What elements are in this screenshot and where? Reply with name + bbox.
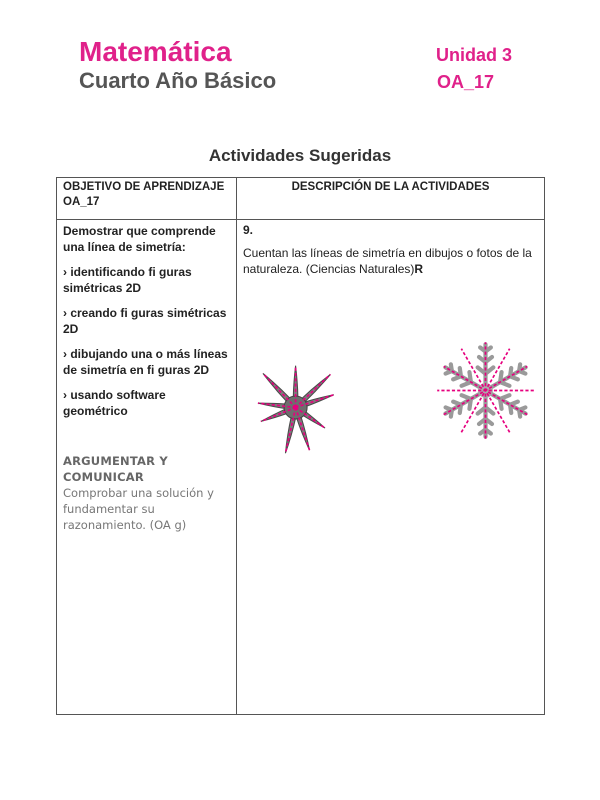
objective-cell [57,220,237,715]
objective-item: › usando software geométrico [63,388,166,418]
oa-skill-text: Comprobar una solución y fundamentar su razonamiento. (OA g) [63,486,214,532]
activity-number: 9. [243,223,254,237]
activity-description: Cuentan las líneas de simetría en dibujos o fotos de la naturaleza. (Ciencias Naturales) [243,246,532,276]
activity-cell [237,220,545,715]
objective-item: › identificando fi guras simétricas 2D [63,265,192,295]
starfish-image [241,350,346,465]
description-header: DESCRIPCIÓN DE LA ACTIVIDADES [237,178,545,220]
objective-item: › creando fi guras simétricas 2D [63,306,227,336]
oa-label: OA_17 [437,72,495,92]
table-header-row [57,178,545,220]
oa-skill-title: ARGUMENTAR Y COMUNICAR [63,454,168,484]
grade-title: Cuarto Año Básico [79,68,277,93]
table-row [57,220,545,715]
snowflake-image [433,338,538,443]
objective-intro: Demostrar que comprende una línea de simetría: [63,224,216,254]
objective-header: OBJETIVO DE APRENDIZAJE OA_17 [57,178,237,220]
section-title: Actividades Sugeridas [208,146,392,165]
subject-title: Matemática [79,36,232,67]
activity-suffix: R [414,262,424,276]
activities-table [56,177,545,715]
activity-text [243,245,538,277]
objective-item: › dibujando una o más líneas de simetría en fi guras 2D [63,347,228,377]
oa-skill-box [63,453,232,533]
unit-label: Unidad 3 [436,45,513,65]
